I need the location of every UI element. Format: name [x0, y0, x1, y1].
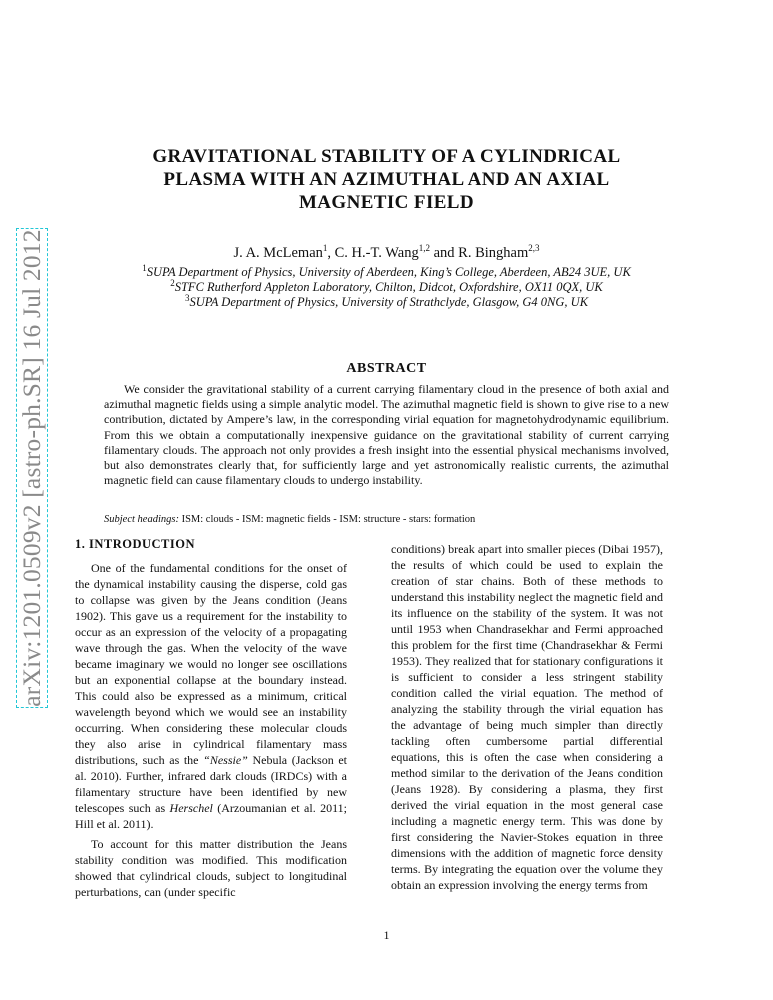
intro-paragraph-2: To account for this matter distribution the Jeans stability condition was modified. This modification showed that cylindrical clouds, subject to longitudinal perturbations, can (under specific — [75, 837, 347, 899]
author-name: C. H.-T. Wang — [334, 244, 419, 261]
paragraph-text: (Arzoumanian et al. 2011; Hill et al. 2011). — [75, 801, 347, 831]
affiliation-text: SUPA Department of Physics, University of Strathclyde, Glasgow, G4 0NG, UK — [189, 295, 589, 310]
title-line-2: PLASMA WITH AN AZIMUTHAL AND AN AXIAL — [163, 169, 610, 190]
affiliation-text: STFC Rutherford Appleton Laboratory, Chilton, Didcot, Oxfordshire, OX11 0QX, UK — [174, 280, 603, 295]
nessie-term: “Nessie” — [203, 753, 248, 767]
herschel-term: Herschel — [169, 801, 213, 815]
author-name: J. A. McLeman — [233, 244, 323, 261]
arxiv-identifier: arXiv:1201.0509v2 [astro-ph.SR] 16 Jul 2012 — [17, 229, 46, 707]
section-heading-introduction: 1. INTRODUCTION — [75, 537, 196, 551]
subject-headings-text: ISM: clouds - ISM: magnetic fields - ISM: structure - stars: formation — [181, 514, 476, 525]
abstract-heading: ABSTRACT — [346, 361, 427, 376]
affiliation-3 — [60, 293, 713, 310]
paragraph-text: One of the fundamental conditions for the onset of the dynamical instability causing the disperse, cold gas to collapse was given by the Jeans condition (Jeans 1902). This gave us a requirement for the instability to occur as an expression of the velocity of a propagating wave through the gas. When the velocity of the wave became imaginary we would no longer see oscillations but an exponential collapse at the boundary instead. This could also be expressed as a minimum, critical wavelength beyond which we would see an instability occurring. When considering these molecular clouds they also arise in cylindrical filamentary mass distributions, such as the — [75, 561, 347, 767]
author-conjunction: and — [433, 244, 455, 261]
subject-headings-label: Subject headings: — [104, 514, 179, 525]
affiliation-mark: 1 — [142, 263, 147, 273]
affiliation-text: SUPA Department of Physics, University of Aberdeen, King’s College, Aberdeen, AB24 3UE, UK — [146, 265, 631, 280]
title-line-1: GRAVITATIONAL STABILITY OF A CYLINDRICAL — [152, 146, 621, 167]
author-affiliation-mark: 2,3 — [528, 243, 540, 253]
page-number: 1 — [383, 928, 390, 942]
abstract-text: We consider the gravitational stability of a current carrying filamentary cloud in the presence of both axial and azimuthal magnetic fields using a simple analytic model. The azimuthal magnetic field is shown to give rise to a new contribution, dictated by Ampere’s law, in the corresponding virial equation for magnetohydrodynamic equilibrium. From this we obtain a computationally inexpensive guidance on the gravitational stability of current carrying filamentary clouds. The approach not only provides a fresh insight into the essential physical mechanisms involved, but also demonstrates clearly that, for sufficiently large and yet astronomically realistic currents, the azimuthal magnetic field can cause filamentary clouds to undergo instability. — [104, 382, 669, 488]
author-list: J. A. McLeman$^1$, C. H.-T. Wang$^{1,2}$ and R. Bingham$^{2,3}$ — [233, 243, 540, 261]
author-affiliation-mark: 1 — [322, 243, 328, 253]
author-name: R. Bingham — [458, 244, 529, 261]
right-column — [391, 541, 663, 893]
arxiv-sidebar-stamp — [16, 228, 48, 708]
intro-paragraph-1 — [75, 560, 347, 832]
affiliation-mark: 3 — [184, 293, 190, 303]
paper-title — [100, 145, 673, 214]
paragraph-text: Nebula (Jackson et al. 2010). Further, infrared dark clouds (IRDCs) with a filamentary structure have been identified by new telescopes such as — [75, 753, 347, 815]
affiliation-mark: 2 — [170, 278, 175, 288]
left-column — [75, 536, 347, 900]
author-affiliation-mark: 1,2 — [418, 243, 430, 253]
subject-headings — [104, 514, 669, 525]
title-line-3: MAGNETIC FIELD — [298, 192, 475, 213]
intro-paragraph-2-continued: conditions) break apart into smaller pieces (Dibai 1957), the results of which could be used to explain the creation of star chains. Both of these methods to understand this instability neglect the magnetic field and its influence on the stability of the system. It was not until 1953 when Chandrasekhar and Fermi approached this problem for the first time (Chandrasekhar & Fermi 1953). They realized that for stationary configurations it is sufficient to consider a less stringent stability condition called the virial equation. The method of analyzing the stability through the virial equation has the advantage of being much simpler than directly tackling often cumbersome partial differential equations, this is often the case when considering a method similar to the derivation of the Jeans condition (Jeans 1928). By considering a plasma, they first derived the virial equation in the most general case including a magnetic energy term. This was done by first considering the Navier-Stokes equation in three dimensions with the addition of magnetic force density terms. By integrating the equation over the volume they obtain an expression involving the energy terms from — [391, 542, 663, 892]
